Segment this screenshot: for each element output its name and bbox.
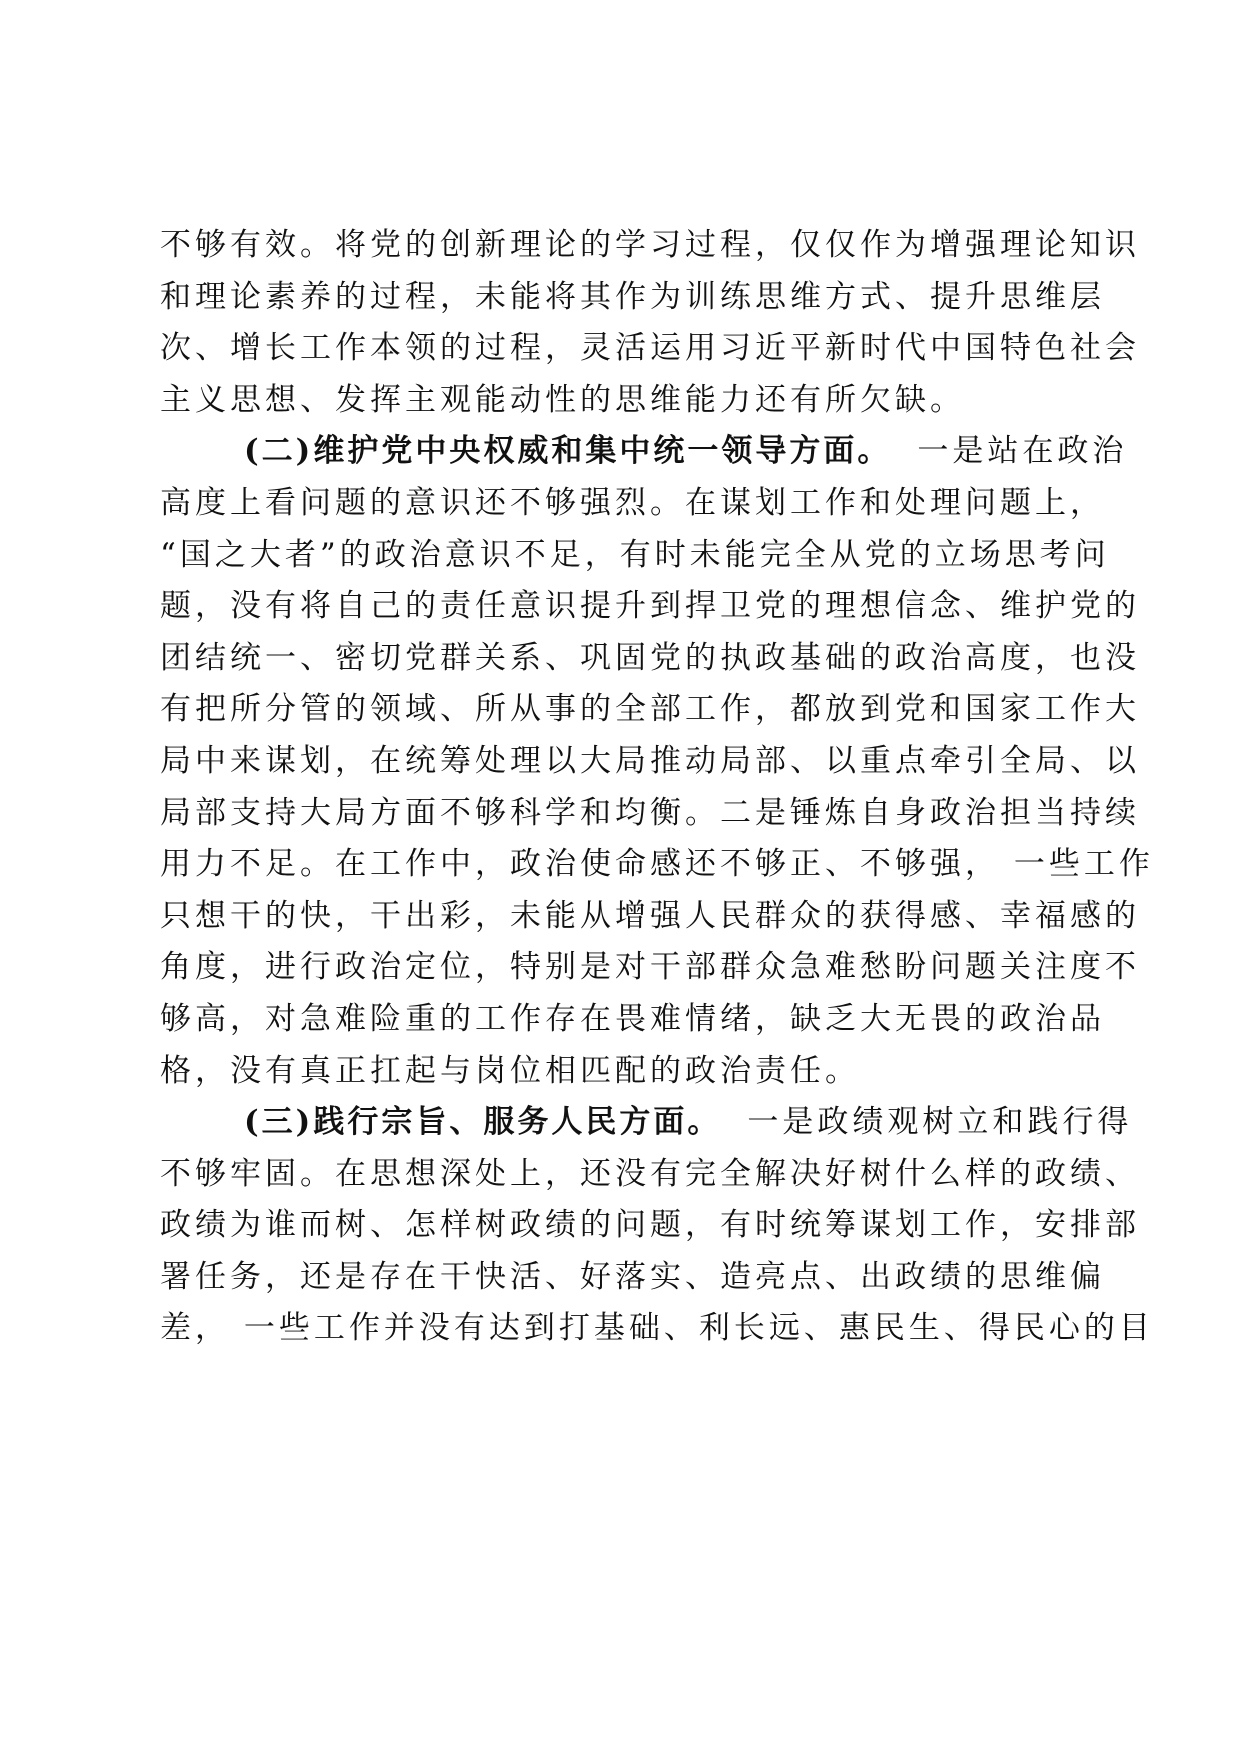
heading-line-text: 一是站在政治 [917, 433, 1128, 470]
paragraph-line: 不够牢固。在思想深处上，还没有完全解决好树什么样的政绩、 [160, 1155, 1140, 1192]
section-heading-3: (三)践行宗旨、服务人民方面。 [244, 1104, 722, 1141]
paragraph-line: 高度上看问题的意识还不够强烈。在谋划工作和处理问题上， [160, 484, 1105, 521]
paragraph-line: 有把所分管的领域、所从事的全部工作，都放到党和国家工作大 [160, 691, 1140, 728]
paragraph-line: 格，没有真正扛起与岗位相匹配的政治责任。 [160, 1052, 860, 1089]
paragraph-line: 只想干的快，干出彩，未能从增强人民群众的获得感、幸福感的 [160, 897, 1140, 934]
paragraph-line: 署任务，还是存在干快活、好落实、造亮点、出政绩的思维偏 [160, 1258, 1105, 1295]
paragraph-line: 主义思想、发挥主观能动性的思维能力还有所欠缺。 [160, 381, 965, 418]
section-heading-line [160, 1097, 1133, 1149]
paragraph-line: 差， 一些工作并没有达到打基础、利长远、惠民生、得民心的目 [160, 1310, 1154, 1347]
paragraph-line: 够高，对急难险重的工作存在畏难情绪，缺乏大无畏的政治品 [160, 1000, 1105, 1037]
paragraph-line: 次、增长工作本领的过程，灵活运用习近平新时代中国特色社会 [160, 330, 1140, 367]
heading-line-text: 一是政绩观树立和践行得 [747, 1104, 1133, 1141]
paragraph-line: “国之大者”的政治意识不足，有时未能完全从党的立场思考问 [160, 536, 1110, 573]
paragraph-line: 团结统一、密切党群关系、巩固党的执政基础的政治高度，也没 [160, 639, 1140, 676]
section-heading-2: (二)维护党中央权威和集中统一领导方面。 [244, 433, 892, 470]
document-body [160, 220, 1154, 1355]
paragraph-line: 用力不足。在工作中，政治使命感还不够正、不够强， 一些工作 [160, 846, 1154, 883]
section-heading-line [160, 426, 1128, 478]
paragraph-line: 局部支持大局方面不够科学和均衡。二是锤炼自身政治担当持续 [160, 794, 1140, 831]
paragraph-line: 和理论素养的过程，未能将其作为训练思维方式、提升思维层 [160, 278, 1105, 315]
paragraph-line: 题，没有将自己的责任意识提升到捍卫党的理想信念、维护党的 [160, 588, 1140, 625]
paragraph-line: 政绩为谁而树、怎样树政绩的问题，有时统筹谋划工作，安排部 [160, 1207, 1140, 1244]
paragraph-line: 不够有效。将党的创新理论的学习过程，仅仅作为增强理论知识 [160, 227, 1140, 263]
paragraph-line: 角度，进行政治定位，特别是对干部群众急难愁盼问题关注度不 [160, 949, 1140, 986]
paragraph-line: 局中来谋划，在统筹处理以大局推动局部、以重点牵引全局、以 [160, 742, 1140, 779]
